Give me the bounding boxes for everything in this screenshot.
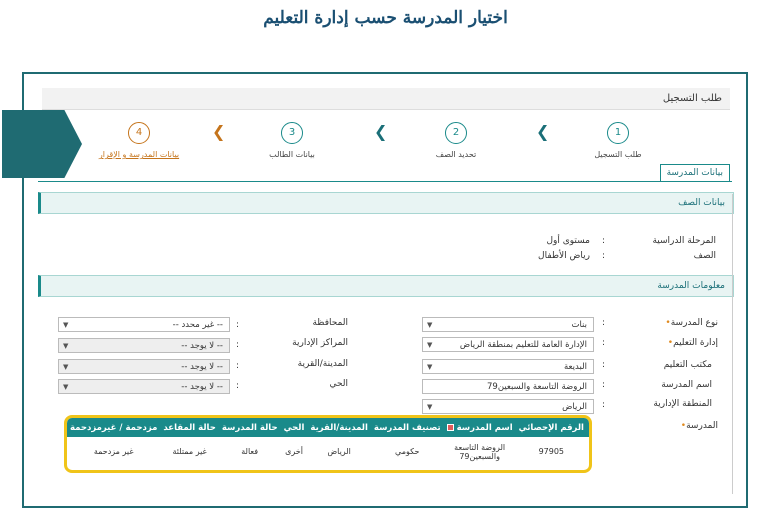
column-header[interactable]: الرقم الإحصائي xyxy=(516,418,587,437)
colon: : xyxy=(602,236,606,246)
district-select[interactable]: -- لا يوجد -- ▼ xyxy=(58,379,230,394)
chevron-down-icon: ▼ xyxy=(427,403,433,411)
admin-region-label: المنطقة الإدارية xyxy=(653,399,712,409)
column-header[interactable]: مزدحمة / غيرمزدحمة xyxy=(67,418,160,437)
page-heading: اختيار المدرسة حسب إدارة التعليم xyxy=(263,8,508,28)
step-2-circle: 2 xyxy=(445,122,467,144)
district-label: الحي xyxy=(329,379,348,389)
grade-label: الصف xyxy=(693,251,716,261)
edu-office-label: مكتب التعليم xyxy=(663,360,712,370)
step-4[interactable] xyxy=(94,122,184,159)
colon: : xyxy=(236,320,240,330)
chevron-left-icon: ❮ xyxy=(212,122,226,141)
sort-icon[interactable] xyxy=(447,424,454,431)
column-header[interactable]: تصنيف المدرسة xyxy=(371,418,444,437)
admin-region-select[interactable]: الرياض ▼ xyxy=(422,399,594,414)
step-2[interactable] xyxy=(426,122,486,159)
school-label: المدرسة• xyxy=(680,421,718,431)
column-header[interactable]: المدينة/القرية xyxy=(307,418,371,437)
table-cell: الروضة التاسعة والسبعين79 xyxy=(454,442,506,461)
step-1[interactable] xyxy=(588,122,648,159)
table-cell: أخرى xyxy=(285,447,303,456)
grade-value: رياض الأطفال xyxy=(538,251,590,261)
registration-title: طلب التسجيل xyxy=(42,88,730,110)
colon: : xyxy=(236,381,240,391)
table-cell: الرياض xyxy=(327,447,351,456)
column-header[interactable]: حالة المدرسة xyxy=(219,418,281,437)
table-cell: فعالة xyxy=(241,447,259,456)
chevron-down-icon: ▼ xyxy=(63,342,69,350)
school-type-label: نوع المدرسة• xyxy=(665,318,718,328)
admin-centers-select[interactable]: -- لا يوجد -- ▼ xyxy=(58,338,230,353)
school-section-header: معلومات المدرسة xyxy=(38,275,734,297)
colon: : xyxy=(602,338,606,348)
tab-divider xyxy=(38,181,732,182)
admin-centers-label: المراكز الإدارية xyxy=(292,338,348,348)
school-name-input[interactable]: الروضة التاسعة والسبعين79 xyxy=(422,379,594,394)
radio-column-header xyxy=(587,418,592,437)
edu-admin-select[interactable]: الإدارة العامة للتعليم بمنطقة الرياض ▼ xyxy=(422,337,594,352)
school-name-label: اسم المدرسة xyxy=(661,380,712,390)
table-cell: غير ممتلئة xyxy=(172,447,207,456)
step-4-label: بيانات المدرسة و الإقرار xyxy=(98,150,180,159)
edu-office-select[interactable]: البديعة ▼ xyxy=(422,359,594,374)
edu-admin-label: إدارة التعليم• xyxy=(667,338,718,348)
city-select[interactable]: -- لا يوجد -- ▼ xyxy=(58,359,230,374)
table-cell: غير مزدحمة xyxy=(93,447,134,456)
stepper-arrow-decoration xyxy=(2,110,82,178)
colon: : xyxy=(602,318,606,328)
chevron-left-icon: ❮ xyxy=(536,122,550,141)
column-header[interactable]: اسم المدرسة xyxy=(444,418,516,437)
radio-button[interactable] xyxy=(590,447,592,455)
row-radio[interactable] xyxy=(587,437,592,466)
school-type-select[interactable]: بنات ▼ xyxy=(422,317,594,332)
chevron-down-icon: ▼ xyxy=(63,363,69,371)
table-cell: حكومي xyxy=(395,447,420,456)
step-4-circle: 4 xyxy=(128,122,150,144)
step-1-circle: 1 xyxy=(607,122,629,144)
column-header[interactable]: حالة المقاعد xyxy=(160,418,218,437)
step-3[interactable] xyxy=(262,122,322,159)
colon: : xyxy=(602,251,606,261)
stage-value: مستوى أول xyxy=(546,236,590,246)
governorate-label: المحافظة xyxy=(312,318,348,328)
stage-label: المرحلة الدراسية xyxy=(652,236,716,246)
step-1-label: طلب التسجيل xyxy=(594,150,642,159)
chevron-left-icon: ❮ xyxy=(374,122,388,141)
governorate-select[interactable]: -- غير محدد -- ▼ xyxy=(58,317,230,332)
tab-school-data[interactable]: بيانات المدرسة xyxy=(660,164,730,182)
table-row[interactable] xyxy=(67,437,592,466)
step-3-label: بيانات الطالب xyxy=(269,150,315,159)
chevron-down-icon: ▼ xyxy=(63,321,69,329)
colon: : xyxy=(236,340,240,350)
city-label: المدينة/القرية xyxy=(297,359,348,369)
chevron-down-icon: ▼ xyxy=(427,321,433,329)
schools-results-table xyxy=(64,415,592,473)
colon: : xyxy=(602,380,606,390)
step-3-circle: 3 xyxy=(281,122,303,144)
chevron-down-icon: ▼ xyxy=(427,363,433,371)
scrollbar-track[interactable] xyxy=(732,194,733,494)
chevron-down-icon: ▼ xyxy=(63,383,69,391)
step-2-label: تحديد الصف xyxy=(435,150,477,159)
colon: : xyxy=(602,360,606,370)
table-header-row xyxy=(67,418,592,437)
colon: : xyxy=(236,361,240,371)
colon: : xyxy=(602,400,606,410)
column-header[interactable]: الحي xyxy=(281,418,308,437)
class-section-header: بيانات الصف xyxy=(38,192,734,214)
table-cell: 97905 xyxy=(538,447,565,456)
chevron-down-icon: ▼ xyxy=(427,341,433,349)
